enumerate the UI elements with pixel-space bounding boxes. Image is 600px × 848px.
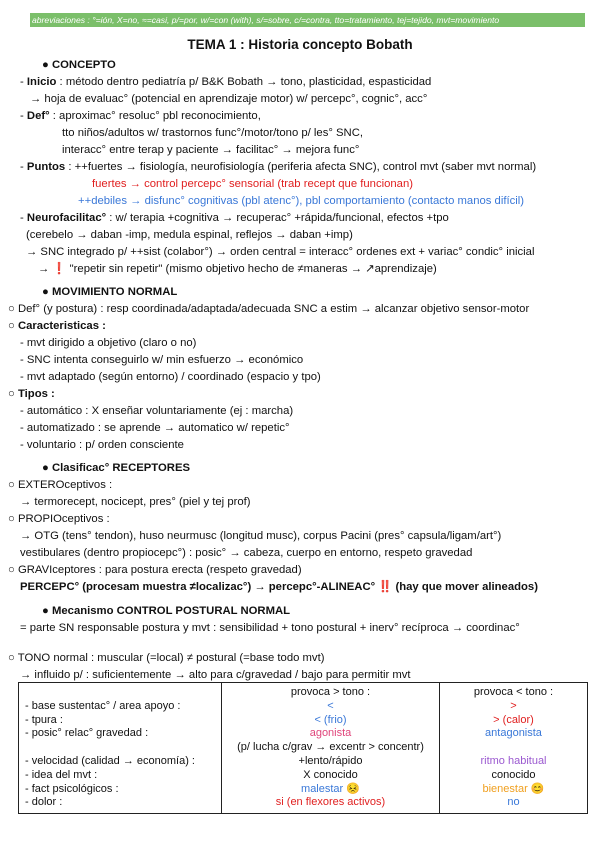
percepc-line: PERCEPC° (procesam muestra ≠localizac°) → percepc°-ALINEAC° ‼️ (hay que mover alineados) xyxy=(20,581,538,593)
extero-items: → termorecept, nocicept, pres° (piel y tej prof) xyxy=(20,496,251,508)
abbreviations-bar: abreviaciones : °=ión, X=no, ≈=casi, p/=por, w/=con (with), s/=sobre, c/=contra, tto=tratamiento, tej=tejido, mvt=movimiento xyxy=(30,13,585,27)
tipo-item: - voluntario : p/ orden consciente xyxy=(20,439,184,451)
tono-table xyxy=(18,682,588,814)
puntos-line2: fuertes → control percepc° sensorial (trab recept que funcionan) xyxy=(92,178,413,190)
tipo-item: - automático : X enseñar voluntariamente (ej : marcha) xyxy=(20,405,294,417)
def-line: - Def° : aproximac° resoluc° pbl reconocimiento, xyxy=(20,110,261,122)
page-title: TEMA 1 : Historia concepto Bobath xyxy=(187,37,413,52)
neuro-line4: → ❗ "repetir sin repetir" (mismo objetivo hecho de ≠maneras → ↗aprendizaje) xyxy=(38,263,437,275)
carac-item: - mvt dirigido a objetivo (claro o no) xyxy=(20,337,197,349)
movimiento-heading: ● MOVIMIENTO NORMAL xyxy=(42,286,178,298)
propio-items: → OTG (tens° tendon), huso neurmusc (longitud musc), corpus Pacini (pres° capsula/ligam/art°) xyxy=(20,530,502,542)
def-line3: interacc° entre terap y paciente → facilitac° → mejora func° xyxy=(62,144,360,156)
tipos-heading: ○ Tipos : xyxy=(8,388,55,400)
carac-heading: ○ Caracteristicas : xyxy=(8,320,106,332)
mov-def: ○ Def° (y postura) : resp coordinada/adaptada/adecuada SNC a estim → alcanzar objetivo sensor-motor xyxy=(8,303,530,315)
carac-item: - SNC intenta conseguirlo w/ min esfuerzo → económico xyxy=(20,354,304,366)
puntos-line: - Puntos : ++fuertes → fisiología, neurofisiología (periferia afecta SNC), control mvt (saber mvt normal) xyxy=(20,161,537,173)
inicio-line: - Inicio : método dentro pediatría p/ B&K Bobath → tono, plasticidad, espasticidad xyxy=(20,76,432,88)
receptores-heading: ● Clasificac° RECEPTORES xyxy=(42,462,191,474)
postural-line: = parte SN responsable postura y mvt : sensibilidad + tono postural + inerv° recíproca → coordinac° xyxy=(20,622,520,634)
table-right-column: provoca < tono : > > (calor) antagonista ritmo habitual conocido bienestar 😊 no xyxy=(440,683,588,814)
table-mid-column: provoca > tono : < < (frio) agonista (p/ lucha c/grav → excentr > concentr) +lento/rápido X conocido malestar 😣 si (en flexores activos) xyxy=(222,683,440,814)
postural-heading: ● Mecanismo CONTROL POSTURAL NORMAL xyxy=(42,605,291,617)
neuro-line2: (cerebelo → daban -imp, medula espinal, reflejos → daban +imp) xyxy=(26,229,353,241)
tono-line2: → influido p/ : suficientemente → alto para c/gravedad / bajo para permitir mvt xyxy=(20,669,411,681)
propio-line: ○ PROPIOceptivos : xyxy=(8,513,110,525)
vestibulares-line: vestibulares (dentro propiocepc°) : posic° → cabeza, cuerpo en entorno, respeto gravedad xyxy=(20,547,473,559)
carac-item: - mvt adaptado (según entorno) / coordinado (espacio y tpo) xyxy=(20,371,321,383)
gravi-line: ○ GRAVIceptores : para postura erecta (respeto gravedad) xyxy=(8,564,302,576)
tipo-item: - automatizado : se aprende → automatico w/ repetic° xyxy=(20,422,290,434)
table-label-column: - base sustentac° / area apoyo : - tpura : - posic° relac° gravedad : - velocidad (calidad → economía) : - idea del mvt : - fact psicológicos : - dolor : xyxy=(19,683,222,814)
tono-line: ○ TONO normal : muscular (=local) ≠ postural (=base todo mvt) xyxy=(8,652,325,664)
extero-line: ○ EXTEROceptivos : xyxy=(8,479,113,491)
puntos-line3: ++debiles → disfunc° cognitivas (pbl atenc°), pbl comportamiento (contacto manos difícil) xyxy=(78,195,525,207)
inicio-line2: → hoja de evaluac° (potencial en aprendizaje motor) w/ percepc°, cognic°, acc° xyxy=(30,93,428,105)
neuro-line: - Neurofacilitac° : w/ terapia +cognitiva → recuperac° +rápida/funcional, efectos +tpo xyxy=(20,212,449,224)
neuro-line3: → SNC integrado p/ ++sist (colabor°) → orden central = interacc° ordenes ext + variac° condic° inicial xyxy=(26,246,535,258)
def-line2: tto niños/adultos w/ trastornos func°/motor/tono p/ les° SNC, xyxy=(62,127,364,139)
concepto-heading: ● CONCEPTO xyxy=(42,59,116,71)
